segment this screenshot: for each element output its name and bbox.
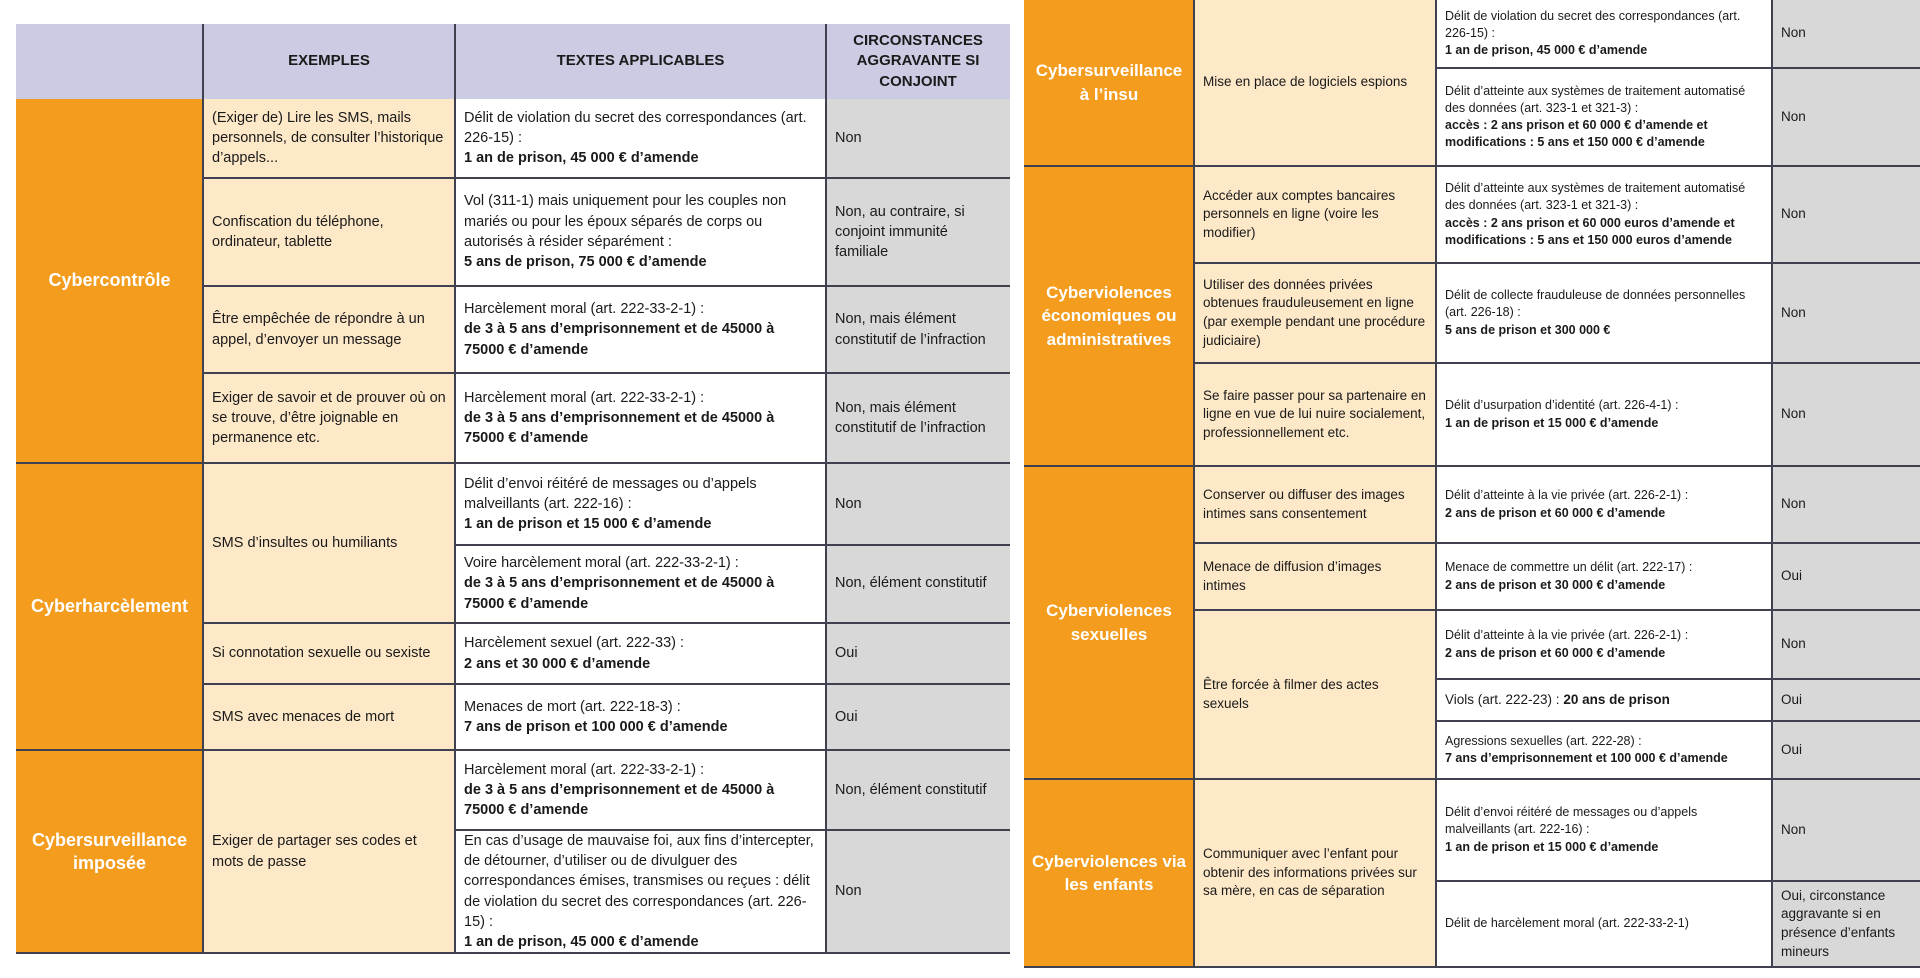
row-divider [1194, 262, 1920, 264]
law-text: Délit d’envoi réitéré de messages ou d’appels malveillants (art. 222-16) : [1445, 805, 1698, 837]
text-cell [1436, 167, 1772, 262]
group-divider [1024, 778, 1920, 780]
right-table [1024, 0, 1920, 966]
aggravating-cell: Non [1772, 780, 1920, 880]
text-cell [455, 831, 826, 952]
row-divider [1436, 880, 1920, 882]
penalty-text: 1 an de prison et 15 000 € d’amende [1445, 415, 1659, 430]
aggravating-cell: Non [1772, 69, 1920, 165]
example-cell: (Exiger de) Lire les SMS, mails personnels, de consulter l’historique d’appels... [203, 99, 455, 177]
text-cell [455, 99, 826, 177]
text-cell [1436, 264, 1772, 362]
row-divider [203, 285, 1010, 287]
row-divider [1436, 720, 1920, 722]
row-divider [203, 683, 1010, 685]
text-cell [455, 287, 826, 372]
aggravating-cell: Non [826, 99, 1010, 177]
table-bottom-border [1024, 966, 1920, 968]
row-divider [1194, 542, 1920, 544]
law-text: Viols (art. 222-23) : [1445, 691, 1560, 707]
column-divider [825, 24, 827, 952]
law-text: Agressions sexuelles (art. 222-28) : [1445, 733, 1642, 748]
aggravating-cell: Non [1772, 611, 1920, 678]
penalty-text: 2 ans de prison et 30 000 € d’amende [1445, 577, 1666, 592]
header-aggravating: CIRCONSTANCES AGGRAVANTE SI CONJOINT [826, 24, 1010, 99]
aggravating-cell: Oui [826, 685, 1010, 749]
penalty-text: 1 an de prison et 15 000 € d’amende [464, 516, 712, 533]
penalty-text: 1 an de prison, 45 000 € d’amende [464, 150, 699, 167]
law-text: Délit d’atteinte aux systèmes de traitement automatisé des données (art. 323-1 et 321-3) : [1445, 181, 1746, 213]
law-text: Délit d’atteinte aux systèmes de traitement automatisé des données (art. 323-1 et 321-3) : [1445, 83, 1746, 115]
penalty-text: accès : 2 ans prison et 60 000 € d’amende et modifications : 5 ans et 150 000 € d’amende [1445, 118, 1708, 150]
aggravating-cell: Non, au contraire, si conjoint immunité familiale [826, 179, 1010, 285]
law-text: Vol (311-1) mais uniquement pour les couples non mariés ou pour les époux séparés de corps ou autorisés à résider séparément : [464, 193, 787, 250]
example-cell: Exiger de savoir et de prouver où on se trouve, d’être joignable en permanence etc. [203, 374, 455, 462]
penalty-text: de 3 à 5 ans d’emprisonnement et de 45000 à 75000 € d’amende [464, 575, 775, 612]
text-cell [1436, 780, 1772, 880]
row-divider [1194, 609, 1920, 611]
example-cell: Communiquer avec l’enfant pour obtenir des informations privées sur sa mère, en cas de séparation [1194, 780, 1436, 966]
example-cell: Utiliser des données privées obtenues frauduleusement en ligne (par exemple pendant une procédure judiciaire) [1194, 264, 1436, 362]
aggravating-cell: Non [826, 831, 1010, 952]
example-cell: Accéder aux comptes bancaires personnels en ligne (voire les modifier) [1194, 167, 1436, 262]
category-cyberviolences-sexuelles: Cyberviolences sexuelles [1024, 467, 1194, 778]
category-cyberharcelement: Cyberharcèlement [16, 464, 203, 749]
category-cybersurveillance-imposee: Cybersurveillance imposée [16, 751, 203, 952]
group-divider [16, 462, 1010, 464]
header-examples: EXEMPLES [203, 24, 455, 99]
law-text: Délit d’envoi réitéré de messages ou d’appels malveillants (art. 222-16) : [464, 475, 757, 512]
text-cell [1436, 722, 1772, 778]
example-cell: Exiger de partager ses codes et mots de passe [203, 751, 455, 952]
left-table [16, 24, 1010, 952]
aggravating-cell: Non [1772, 264, 1920, 362]
law-text: En cas d’usage de mauvaise foi, aux fins d’intercepter, de détourner, d’utiliser ou de divulguer des correspondances émises, transmises ou reçues : délit de violation du secret des correspondances (art. 226-15) : [464, 832, 814, 930]
law-text: Délit de violation du secret des correspondances (art. 226-15) : [464, 109, 807, 146]
law-text: Délit d’atteinte à la vie privée (art. 226-2-1) : [1445, 628, 1689, 643]
text-cell [1436, 882, 1772, 966]
law-text: Délit d’atteinte à la vie privée (art. 226-2-1) : [1445, 488, 1689, 503]
aggravating-cell: Oui [1772, 680, 1920, 720]
aggravating-cell: Oui [1772, 544, 1920, 609]
example-cell: SMS d’insultes ou humiliants [203, 464, 455, 622]
text-cell [455, 751, 826, 829]
example-cell: Si connotation sexuelle ou sexiste [203, 624, 455, 683]
example-cell: Se faire passer pour sa partenaire en ligne en vue de lui nuire socialement, professionnellement etc. [1194, 364, 1436, 465]
example-cell: Confiscation du téléphone, ordinateur, tablette [203, 179, 455, 285]
law-text: Délit d’usurpation d’identité (art. 226-4-1) : [1445, 398, 1679, 413]
text-cell [455, 685, 826, 749]
law-text: Menaces de mort (art. 222-18-3) : [464, 698, 681, 715]
text-cell [455, 464, 826, 544]
law-text: Voire harcèlement moral (art. 222-33-2-1) : [464, 555, 739, 572]
row-divider [455, 829, 1010, 831]
penalty-text: 5 ans de prison et 300 000 € [1445, 322, 1611, 337]
aggravating-cell: Non [1772, 467, 1920, 542]
example-cell: Conserver ou diffuser des images intimes sans consentement [1194, 467, 1436, 542]
example-cell: Être forcée à filmer des actes sexuels [1194, 611, 1436, 778]
column-divider [1771, 0, 1773, 966]
aggravating-cell: Non, mais élément constitutif de l’infraction [826, 287, 1010, 372]
penalty-text: 1 an de prison et 15 000 € d’amende [1445, 839, 1659, 854]
law-text: Délit de harcèlement moral (art. 222-33-2-1) [1445, 916, 1689, 931]
header-category-cell [16, 24, 203, 99]
column-divider [1193, 0, 1195, 966]
aggravating-cell: Non, mais élément constitutif de l’infraction [826, 374, 1010, 462]
aggravating-cell: Non, élément constitutif [826, 545, 1010, 622]
penalty-text: 7 ans de prison et 100 000 € d’amende [464, 719, 728, 735]
text-cell [1436, 364, 1772, 465]
row-divider [203, 177, 1010, 179]
column-divider [202, 24, 204, 952]
category-cybersurveillance-insu: Cybersurveillance à l’insu [1024, 0, 1194, 165]
aggravating-cell: Oui, circonstance aggravante si en présence d’enfants mineurs [1772, 882, 1920, 966]
aggravating-cell: Non [1772, 0, 1920, 67]
aggravating-cell: Non, élément constitutif [826, 751, 1010, 829]
category-cyberviolences-enfants: Cyberviolences via les enfants [1024, 780, 1194, 966]
row-divider [1436, 678, 1920, 680]
aggravating-cell: Non [1772, 364, 1920, 465]
example-cell: Être empêchée de répondre à un appel, d’envoyer un message [203, 287, 455, 372]
row-divider [1194, 362, 1920, 364]
example-cell: Menace de diffusion d’images intimes [1194, 544, 1436, 609]
row-divider [203, 372, 1010, 374]
group-divider [1024, 465, 1920, 467]
aggravating-cell: Oui [1772, 722, 1920, 778]
law-text: Délit de collecte frauduleuse de données personnelles (art. 226-18) : [1445, 288, 1746, 320]
column-divider [454, 24, 456, 952]
law-text: Harcèlement moral (art. 222-33-2-1) : [464, 389, 705, 406]
text-cell [455, 374, 826, 462]
penalty-text: 7 ans d’emprisonnement et 100 000 € d’amende [1445, 751, 1728, 765]
penalty-text: 20 ans de prison [1563, 691, 1670, 707]
law-text: Menace de commettre un délit (art. 222-17) : [1445, 560, 1693, 575]
penalty-text: 2 ans de prison et 60 000 € d’amende [1445, 505, 1666, 520]
law-text: Délit de violation du secret des correspondances (art. 226-15) : [1445, 8, 1741, 40]
row-divider [1436, 67, 1920, 69]
aggravating-cell: Non [1772, 167, 1920, 262]
penalty-text: 2 ans et 30 000 € d’amende [464, 655, 651, 672]
text-cell [455, 545, 826, 622]
text-cell [1436, 680, 1772, 720]
text-cell [1436, 544, 1772, 609]
penalty-text: 5 ans de prison, 75 000 € d’amende [464, 254, 707, 271]
group-divider [1024, 165, 1920, 167]
law-text: Harcèlement sexuel (art. 222-33) : [464, 635, 685, 652]
text-cell [1436, 467, 1772, 542]
example-cell: SMS avec menaces de mort [203, 685, 455, 749]
law-text: Harcèlement moral (art. 222-33-2-1) : [464, 761, 705, 778]
text-cell [1436, 0, 1772, 67]
header-texts: TEXTES APPLICABLES [455, 24, 826, 99]
text-cell [455, 624, 826, 683]
example-cell: Mise en place de logiciels espions [1194, 0, 1436, 165]
penalty-text: 2 ans de prison et 60 000 € d’amende [1445, 645, 1666, 660]
column-divider [1435, 0, 1437, 966]
penalty-text: accès : 2 ans prison et 60 000 euros d’amende et modifications : 5 ans et 150 000 euros d’amende [1445, 215, 1735, 247]
text-cell [1436, 611, 1772, 678]
penalty-text: 1 an de prison, 45 000 € d’amende [1445, 43, 1648, 58]
penalty-text: 1 an de prison, 45 000 € d’amende [464, 934, 699, 951]
text-cell [455, 179, 826, 285]
row-divider [455, 544, 1010, 546]
row-divider [203, 622, 1010, 624]
aggravating-cell: Non [826, 464, 1010, 544]
law-text: Harcèlement moral (art. 222-33-2-1) : [464, 301, 705, 318]
group-divider [16, 749, 1010, 751]
aggravating-cell: Oui [826, 624, 1010, 683]
table-bottom-border [16, 952, 1010, 954]
penalty-text: de 3 à 5 ans d’emprisonnement et de 45000 à 75000 € d’amende [464, 781, 775, 819]
penalty-text: de 3 à 5 ans d’emprisonnement et de 45000 à 75000 € d’amende [464, 409, 775, 447]
text-cell [1436, 69, 1772, 165]
penalty-text: de 3 à 5 ans d’emprisonnement et de 45000 à 75000 € d’amende [464, 321, 775, 358]
category-cybercontrole: Cybercontrôle [16, 99, 203, 462]
category-cyberviolences-economiques: Cyberviolences économiques ou administratives [1024, 167, 1194, 465]
